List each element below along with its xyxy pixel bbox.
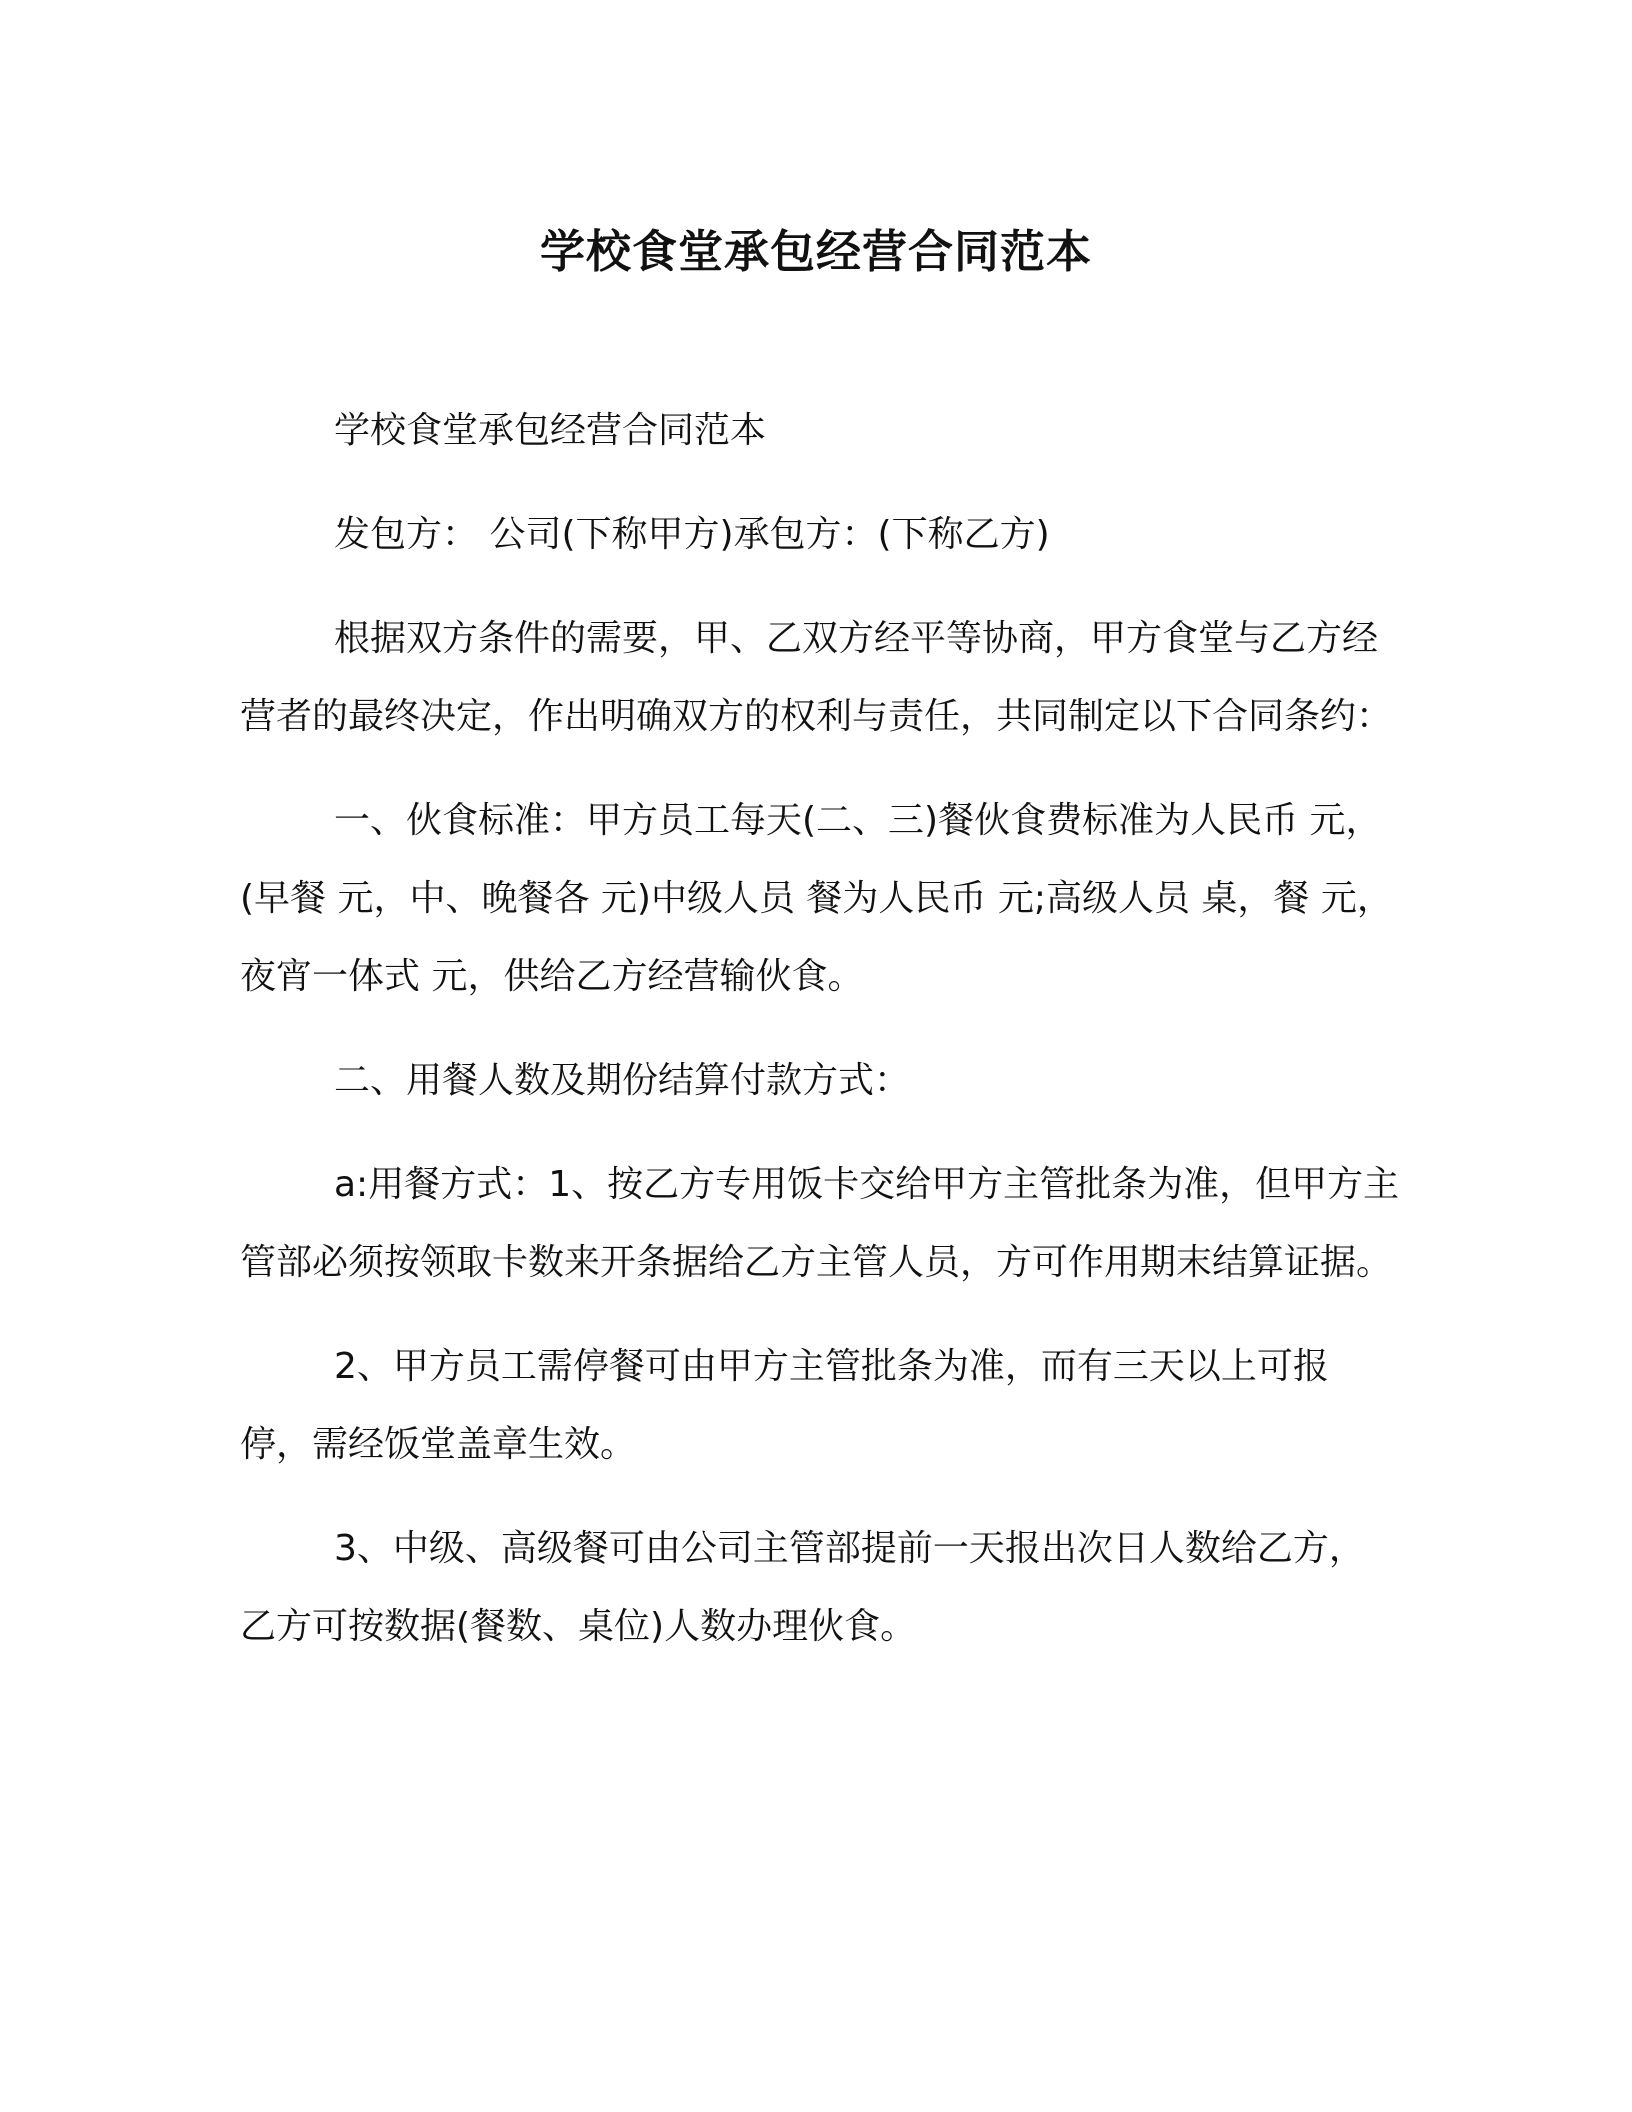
paragraph-clause-2-heading: 二、用餐人数及期份结算付款方式： xyxy=(334,1060,911,1101)
paragraph-subtitle: 学校食堂承包经营合同范本 xyxy=(334,410,767,451)
document-body xyxy=(240,392,1400,1666)
document-title: 学校食堂承包经营合同范本 xyxy=(539,225,1092,278)
paragraph-clause-2-item-2: 2、甲方员工需停餐可由甲方主管批条为准，而有三天以上可报停，需经饭堂盖章生效。 xyxy=(240,1346,1329,1465)
paragraph-preamble: 根据双方条件的需要，甲、乙双方经平等协商，甲方食堂与乙方经营者的最终决定，作出明确双方的权利与责任，共同制定以下合同条约： xyxy=(240,618,1393,737)
paragraph-clause-2-item-3: 3、中级、高级餐可由公司主管部提前一天报出次日人数给乙方，乙方可按数据(餐数、桌位)人数办理伙食。 xyxy=(240,1528,1365,1647)
paragraph-clause-1: 一、伙食标准：甲方员工每天(二、三)餐伙食费标准为人民币 元，(早餐 元，中、晚餐各 元)中级人员 餐为人民币 元;高级人员 桌，餐 元，夜宵一体式 元，供给乙方经营输伙食。 xyxy=(240,800,1393,997)
paragraph-clause-2a: a:用餐方式：1、按乙方专用饭卡交给甲方主管批条为准，但甲方主管部必须按领取卡数来开条据给乙方主管人员，方可作用期末结算证据。 xyxy=(240,1164,1400,1283)
paragraph-parties: 发包方： 公司(下称甲方)承包方：(下称乙方) xyxy=(334,514,1050,555)
